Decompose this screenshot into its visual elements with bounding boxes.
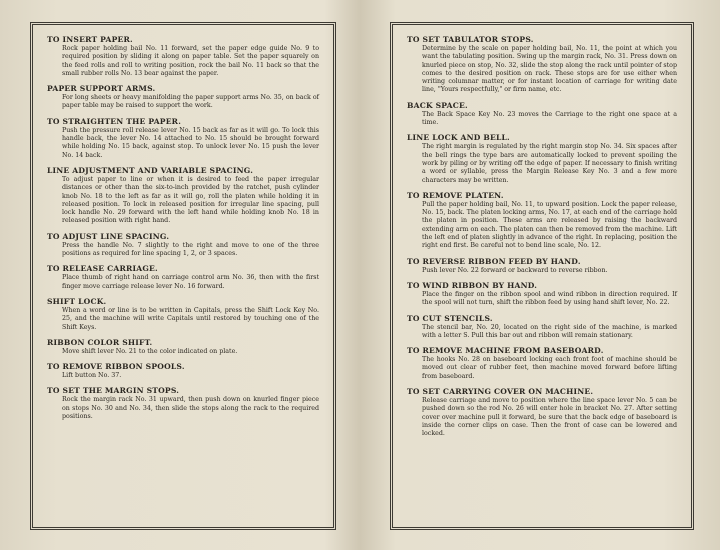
section-body: The right margin is regulated by the right margin stop No. 34. Six spaces after the bell rings the type bars are automatically locked to prevent spoiling the work by piling or by writing off the edge of paper. If necessary to finish writing a word or syllable, press the Margin Release Key No. 3 and a few more characters may be written. [422, 143, 677, 184]
section-body: Push lever No. 22 forward or backward to reverse ribbon. [422, 266, 608, 274]
section-reverse-ribbon-feed [407, 257, 677, 275]
section-body: Rock paper holding bail No. 11 forward, set the paper edge guide No. 9 to required position by sliding it along on paper table. Set the paper squarely on the feed rolls and roll to writing position, rock the bail No. 11 back so that the small rubber rolls No. 13 bear against the paper. [62, 45, 319, 77]
section-body: Move shift lever No. 21 to the color indicated on plate. [62, 347, 238, 355]
section-back-space [407, 101, 677, 128]
section-cut-stencils [407, 314, 677, 341]
section-body: Release carriage and move to position where the line space lever No. 5 can be pushed down so the rod No. 26 will enter hole in bracket No. 27. After setting cover over machine pull it forward, be sure that the back edge of baseboard is inside the corner clips on case. Then the front of case can be lowered and locked. [422, 397, 677, 438]
section-insert-paper [47, 35, 319, 78]
section-heading: TO REVERSE RIBBON FEED BY HAND. [407, 256, 581, 266]
section-shift-lock [47, 297, 319, 332]
section-heading: TO SET CARRYING COVER ON MACHINE. [407, 387, 594, 397]
section-heading: TO REMOVE RIBBON SPOOLS. [47, 362, 185, 372]
section-heading: PAPER SUPPORT ARMS. [47, 84, 156, 94]
section-line-adjustment [47, 166, 319, 226]
section-body: Place the finger on the ribbon spool and wind ribbon in direction required. If the spool will not turn, shift the ribbon feed by using hand shift lever, No. 22. [422, 290, 677, 307]
section-remove-machine [407, 346, 677, 381]
section-heading: TO REMOVE PLATEN. [407, 190, 504, 200]
section-body: Pull the paper holding bail, No. 11, to upward position. Lock the paper release, No. 15, back. The platen locking arms, No. 17, at each end of the carriage hold the platen in position. These arms are released by raising the backward extending arm on each. The platen can then be removed from the machine. Lift the left end of platen slightly in advance of the right. In replacing, position the right end first. Be careful not to bend line scale, No. 12. [422, 200, 677, 250]
section-remove-ribbon-spools [47, 362, 319, 380]
section-body: Place thumb of right hand on carriage control arm No. 36, then with the first finger move carriage release lever No. 16 forward. [62, 274, 319, 290]
section-heading: TO REMOVE MACHINE FROM BASEBOARD. [407, 346, 604, 356]
section-body: The stencil bar, No. 20, located on the right side of the machine, is marked with a letter S. Pull this bar out and ribbon will remain stationary. [422, 323, 677, 339]
section-heading: TO ADJUST LINE SPACING. [47, 231, 170, 241]
section-set-margin-stops [47, 386, 319, 421]
section-body: When a word or line is to be written in Capitals, press the Shift Lock Key No. 25, and the machine will write Capitals until restored by touching one of the Shift Keys. [62, 306, 319, 331]
section-carrying-cover [407, 387, 677, 438]
section-heading: TO RELEASE CARRIAGE. [47, 264, 158, 274]
section-body: Lift button No. 37. [62, 372, 122, 380]
section-paper-support-arms [47, 84, 319, 111]
section-heading: SHIFT LOCK. [47, 296, 107, 306]
right-page [390, 22, 694, 530]
section-heading: TO SET TABULATOR STOPS. [407, 35, 534, 44]
section-body: Determine by the scale on paper holding bail, No. 11, the point at which you want the tabulating position. Swing up the margin rack, No. 31. Press down on knurled piece on stop, No. 32, slide the stop along the rack until pointer of stop comes to the desired position on rack. These stops are for use either when writing columnar matter, or for instant location of carriage for writing date line, "Yours respectfully," or firm name, etc. [422, 45, 677, 94]
section-heading: LINE LOCK AND BELL. [407, 133, 510, 143]
section-body: To adjust paper to line or when it is desired to feed the paper irregular distances or other than the six-to-inch provided by the ratchet, push cylinder knob No. 18 to the left as far as it will go, roll the platen while holding it in released position. To lock in released position for irregular line spacing, pull lock handle No. 29 forward with the left hand while holding knob No. 18 in released position with right hand. [62, 175, 319, 225]
section-heading: TO WIND RIBBON BY HAND. [407, 280, 538, 290]
section-body: Rock the margin rack No. 31 upward, then push down on knurled finger piece on stops No. 30 and No. 34, then slide the stops along the rack to the required positions. [62, 396, 319, 421]
section-wind-ribbon [407, 281, 677, 308]
section-set-tabulator-stops [407, 35, 677, 95]
section-straighten-paper [47, 117, 319, 160]
section-heading: TO CUT STENCILS. [407, 313, 493, 323]
section-adjust-line-spacing [47, 232, 319, 259]
section-heading: TO STRAIGHTEN THE PAPER. [47, 116, 182, 126]
section-heading: BACK SPACE. [407, 100, 468, 110]
section-remove-platen [407, 191, 677, 251]
section-heading: TO INSERT PAPER. [47, 35, 133, 44]
section-body: For long sheets or heavy manifolding the paper support arms No. 35, on back of paper table may be raised to support the work. [62, 94, 319, 110]
section-release-carriage [47, 264, 319, 291]
section-heading: LINE ADJUSTMENT AND VARIABLE SPACING. [47, 165, 254, 175]
section-body: The Back Space Key No. 23 moves the Carriage to the right one space at a time. [422, 110, 677, 127]
section-heading: TO SET THE MARGIN STOPS. [47, 386, 180, 396]
section-heading: RIBBON COLOR SHIFT. [47, 337, 153, 347]
section-body: The hooks No. 28 on baseboard locking each front foot of machine should be moved out clear of rubber feet, then machine moved forward before lifting from baseboard. [422, 356, 677, 380]
left-page [30, 22, 336, 530]
section-ribbon-color-shift [47, 338, 319, 356]
section-body: Press the handle No. 7 slightly to the right and move to one of the three positions as required for line spacing 1, 2, or 3 spaces. [62, 241, 319, 258]
section-line-lock-bell [407, 133, 677, 184]
section-body: Push the pressure roll release lever No. 15 back as far as it will go. To lock this handle back, the lever No. 14 attached to No. 15 should be brought forward while holding No. 15 back, against stop. To unlock lever No. 15 push the lever No. 14 back. [62, 126, 319, 159]
